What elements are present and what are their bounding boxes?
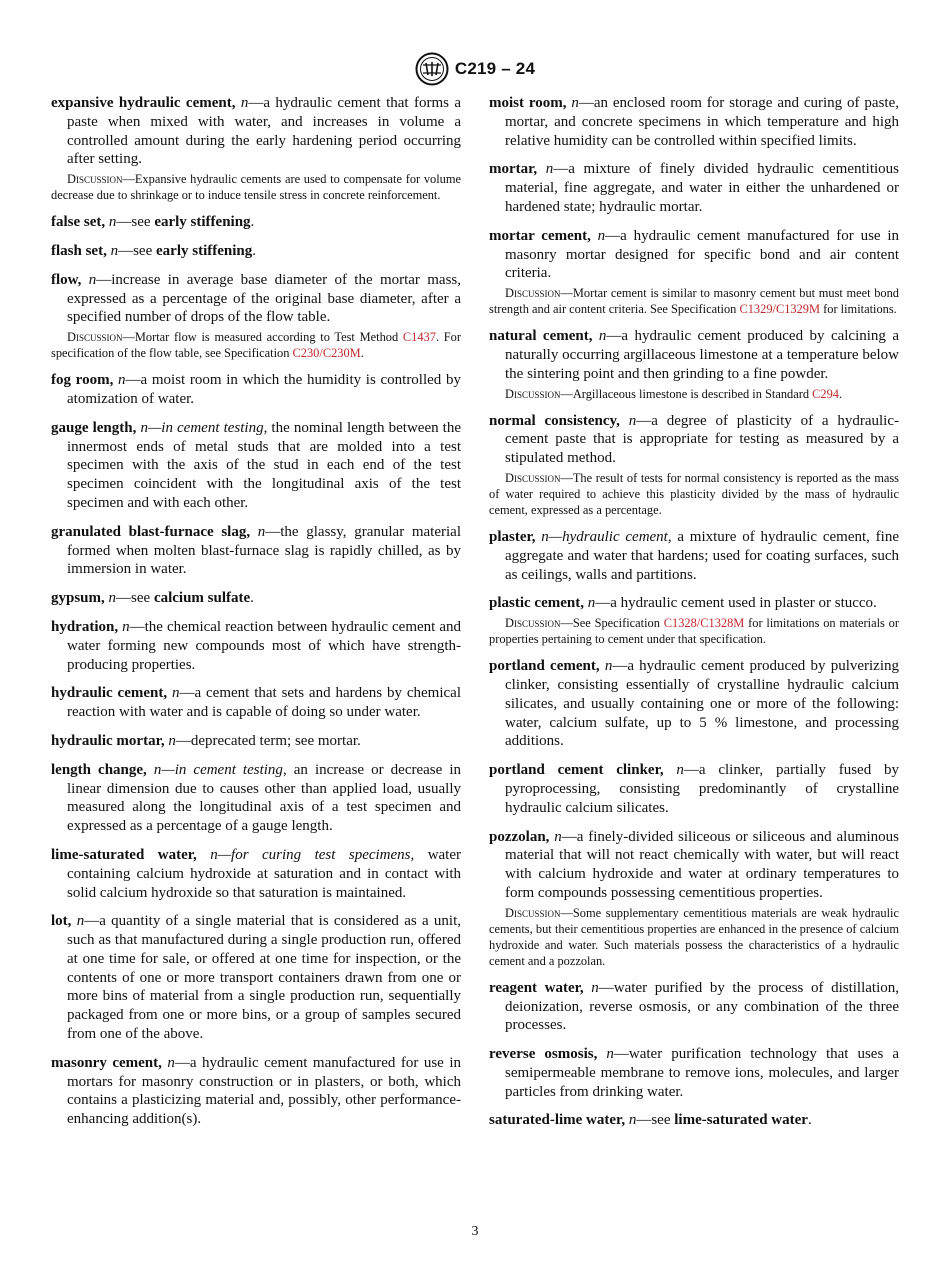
discussion-note: Discussion—Mortar flow is measured according to Test Method C1437. For specification of the flow table, see Specification C230/C230M.	[51, 330, 461, 361]
entry-plaster: plaster, n—hydraulic cement, a mixture of hydraulic cement, fine aggregate and water that hardens; used for coating surfaces, such as ceilings, walls and partitions.	[489, 528, 899, 583]
document-id: C219 – 24	[454, 59, 536, 78]
reference-link[interactable]: C1328/C1328M	[663, 616, 745, 631]
entry-length-change: length change, n—in cement testing, an increase or decrease in linear dimension due to causes other than applied load, usually measured along the longitudinal axis of a test specimen and expressed as a percentage of a gauge length.	[51, 761, 461, 835]
entry-mortar: mortar, n—a mixture of finely divided hydraulic cementitious material, fine aggregate, and water in either the unhardened or hardened state; hydraulic mortar.	[489, 161, 899, 215]
discussion-note: Discussion—See Specification C1328/C1328M for limitations on materials or properties pertaining to cement under that specification.	[489, 616, 899, 647]
left-column	[51, 94, 461, 1139]
entry-mortar-cement: mortar cement, n—a hydraulic cement manufactured for use in masonry mortar designed for specific bond and air content criteria.	[489, 227, 900, 282]
entry-saturated-lime-water: saturated-lime water, n—see lime-saturated water.	[489, 1112, 812, 1129]
entry-portland-cement-clinker: portland cement clinker, n—a clinker, partially fused by pyroprocessing, consisting predominantly of crystalline hydraulic calcium silicates.	[489, 762, 899, 816]
reference-link[interactable]: C1329/C1329M	[739, 302, 821, 317]
entry-hydraulic-cement: hydraulic cement, n—a cement that sets and hardens by chemical reaction with water and is capable of doing so under water.	[51, 685, 461, 721]
page-number: 3	[471, 1224, 479, 1239]
entry-gypsum: gypsum, n—see calcium sulfate.	[51, 590, 254, 607]
entry-moist-room: moist room, n—an enclosed room for storage and curing of paste, mortar, and concrete specimens in which temperature and high relative humidity can be controlled within specified limits.	[489, 95, 899, 149]
page-header	[0, 52, 950, 86]
entry-reverse-osmosis: reverse osmosis, n—water purification technology that uses a semipermeable membrane to remove ions, molecules, and larger particles from drinking water.	[489, 1046, 900, 1100]
discussion-note: Discussion—Mortar cement is similar to masonry cement but must meet bond strength and air content criteria. See Specification C1329/C1329M for limitations.	[489, 286, 899, 317]
entry-flow: flow, n—increase in average base diameter of the mortar mass, expressed as a percentage of the original base diameter, after a specified number of drops of the flow table.	[51, 271, 462, 326]
entry-flash-set: flash set, n—see early stiffening.	[51, 242, 256, 259]
entry-masonry-cement: masonry cement, n—a hydraulic cement manufactured for use in mortars for masonry construction or in plasters, or both, which contains a plasticizing material and, possibly, other performance-enhancing addition(s).	[51, 1054, 461, 1128]
entry-hydration: hydration, n—the chemical reaction between hydraulic cement and water forming new compounds most of which have strength-producing properties.	[51, 618, 461, 673]
right-column	[489, 94, 899, 1140]
reference-link[interactable]: C230/C230M	[292, 346, 361, 361]
entry-portland-cement: portland cement, n—a hydraulic cement produced by pulverizing clinker, consisting essentially of crystalline hydraulic calcium silicates, and usually containing one or more of the following: water, calcium sulfate, up to 5 % limestone, and processing additions.	[489, 658, 900, 750]
entry-expansive-hydraulic-cement: expansive hydraulic cement, n—a hydraulic cement that forms a paste when mixed with water, and increases in volume a controlled amount during the early hardening period occurring after setting.	[51, 95, 461, 168]
discussion-note: Discussion—The result of tests for normal consistency is reported as the mass of water required to achieve this plasticity divided by the mass of hydraulic cement, expressed as a percentage.	[489, 470, 899, 517]
entry-plastic-cement: plastic cement, n—a hydraulic cement used in plaster or stucco.	[489, 595, 877, 612]
entry-natural-cement: natural cement, n—a hydraulic cement produced by calcining a naturally occurring argillaceous limestone at a temperature below the sintering point and then grinding to a fine powder.	[489, 328, 899, 382]
entry-false-set: false set, n—see early stiffening.	[51, 214, 255, 231]
entry-granulated-blast-furnace-slag: granulated blast-furnace slag, n—the glassy, granular material formed when molten blast-furnace slag is rapidly chilled, as by immersion in water.	[51, 523, 461, 578]
entry-reagent-water: reagent water, n—water purified by the process of distillation, deionization, reverse osmosis, or any combination of the three processes.	[489, 979, 899, 1034]
entry-normal-consistency: normal consistency, n—a degree of plasticity of a hydraulic-cement paste that is appropriate for testing as measured by a stipulated method.	[489, 412, 899, 467]
reference-link[interactable]: C294	[812, 386, 839, 401]
entry-gauge-length: gauge length, n—in cement testing, the nominal length between the innermost ends of metal studs that are molded into a test specimen with the axis of the stud in each end of the test specimen coincident with the longitudinal axis of the test specimen and with each other.	[51, 419, 462, 511]
entry-lot: lot, n—a quantity of a single material that is considered as a unit, such as that manufactured during a single production run, offered at one time for sale, or offered at one time for inspection, or the contents of one or more transport containers drawn from one or more bins of material from a single production run, sequentially packaged from one or more bins, or a group of samples secured from one of the above.	[51, 913, 462, 1043]
discussion-note: Discussion—Some supplementary cementitious materials are weak hydraulic cements, but their cementitious properties are enhanced in the presence of calcium hydroxide and water. Such materials possess the characteristics of a hydraulic cement and a pozzolan.	[489, 905, 899, 968]
entry-pozzolan: pozzolan, n—a finely-divided siliceous or siliceous and aluminous material that will not react chemically with water, but will react with calcium hydroxide and water at ordinary temperatures to form compounds possessing cementitious properties.	[489, 828, 899, 901]
entry-fog-room: fog room, n—a moist room in which the humidity is controlled by atomization of water.	[51, 372, 461, 407]
discussion-note: Discussion—Expansive hydraulic cements are used to compensate for volume decrease due to shrinkage or to induce tensile stress in concrete reinforcement.	[51, 172, 461, 203]
astm-logo	[415, 52, 449, 86]
discussion-note: Discussion—Argillaceous limestone is described in Standard C294.	[505, 386, 843, 401]
entry-hydraulic-mortar: hydraulic mortar, n—deprecated term; see mortar.	[51, 732, 361, 749]
entry-lime-saturated-water: lime-saturated water, n—for curing test specimens, water containing calcium hydroxide at saturation and in contact with solid calcium hydroxide so that saturation is maintained.	[51, 846, 461, 901]
reference-link[interactable]: C1437	[402, 330, 436, 345]
